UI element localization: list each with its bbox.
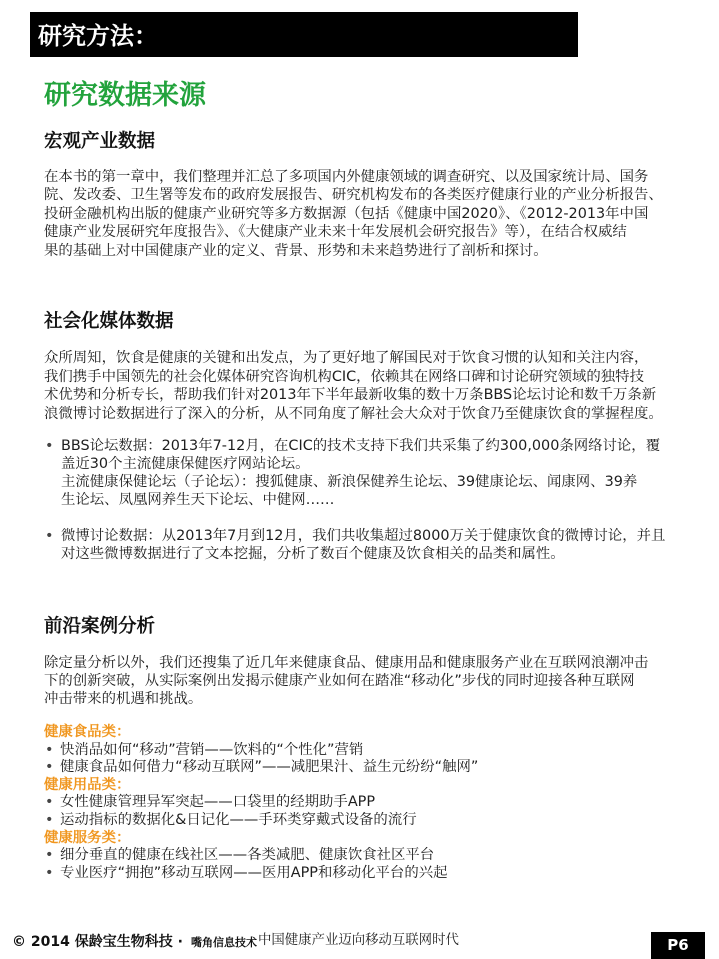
bullet-marker: • (45, 847, 54, 864)
case-item (44, 759, 478, 777)
bullet-marker: • (45, 794, 54, 811)
header-bar (30, 12, 578, 57)
case-item (44, 865, 478, 883)
paragraph-case-analysis (44, 654, 648, 708)
case-item-text: 健康食品如何借力“移动互联网”——减肥果汁、益生元纷纷“触网” (60, 759, 479, 776)
section-title: 研究数据来源 (44, 80, 206, 111)
category-label-health-products: 健康用品类： (44, 776, 131, 793)
footer (12, 932, 257, 952)
header-title: 研究方法： (38, 22, 158, 50)
page-number-badge (651, 932, 705, 959)
paragraph-social-media-data (44, 349, 663, 424)
bullet-bbs-forum-data (44, 437, 660, 509)
footer-partner: 嘴角信息技术 (191, 936, 257, 949)
paragraph-line: 果的基础上对中国健康产业的定义、背景、形势和未来趋势进行了剖析和探讨。 (44, 242, 548, 259)
case-item (44, 794, 478, 812)
case-item-text: 女性健康管理异军突起——口袋里的经期助手APP (60, 794, 376, 811)
bullet-marker: • (45, 759, 54, 776)
paragraph-line: 众所周知，饮食是健康的关键和出发点，为了更好地了解国民对于饮食习惯的认知和关注内容， (44, 350, 649, 366)
bullet-marker: • (45, 438, 54, 454)
paragraph-line: 在本书的第一章中，我们整理并汇总了多项国内外健康领域的调查研究、以及国家统计局、国务 (44, 169, 649, 185)
bullet-marker: • (45, 528, 54, 544)
bullet-line: 盖近30个主流健康保健医疗网站论坛。 (61, 456, 310, 472)
bullet-marker: • (45, 811, 54, 828)
heading-case-analysis: 前沿案例分析 (44, 616, 156, 637)
case-item-text: 快消品如何“移动”营销——饮料的“个性化”营销 (60, 741, 364, 758)
case-item-text: 专业医疗“拥抱”移动互联网——医用APP和移动化平台的兴起 (60, 864, 448, 881)
paragraph-line: 投研金融机构出版的健康产业研究等多方数据源（包括《健康中国2020》、《2012-2013年中国 (44, 205, 649, 222)
case-item (44, 847, 478, 865)
bullet-line: 生论坛、凤凰网养生天下论坛、中健网…… (61, 492, 335, 508)
paragraph-line: 术优势和分析专长，帮助我们针对2013年下半年最新收集的数十万条BBS论坛讨论和数千万条新 (44, 387, 657, 404)
category-label-health-services: 健康服务类： (44, 829, 131, 846)
bullet-marker: • (45, 864, 54, 881)
page-number: P6 (667, 936, 689, 954)
footer-publication-title: 中国健康产业迈向移动互联网时代 (258, 933, 459, 948)
heading-macro-industry-data: 宏观产业数据 (44, 131, 156, 152)
case-item-text: 运动指标的数据化&日记化——手环类穿戴式设备的流行 (60, 811, 417, 828)
heading-social-media-data: 社会化媒体数据 (44, 311, 174, 332)
bullet-line: BBS论坛数据：2013年7-12月，在CIC的技术支持下我们共采集了约300,000条网络讨论，覆 (61, 438, 661, 454)
bullet-line: 主流健康保健论坛（子论坛）：搜狐健康、新浪保健养生论坛、39健康论坛、闻康网、39养 (61, 474, 638, 490)
case-item (44, 812, 478, 830)
case-category-list (44, 724, 478, 882)
category-label-health-food: 健康食品类： (44, 724, 131, 740)
bullet-line: 微博讨论数据：从2013年7月到12月，我们共收集超过8000万关于健康饮食的微博讨论，并且 (61, 528, 666, 544)
paragraph-line: 院、发改委、卫生署等发布的政府发展报告、研究机构发布的各类医疗健康行业的产业分析报告、 (44, 187, 663, 204)
paragraph-line: 除定量分析以外，我们还搜集了近几年来健康食品、健康用品和健康服务产业在互联网浪潮冲击 (44, 655, 649, 671)
case-item (44, 742, 478, 760)
paragraph-macro-industry-data (44, 168, 663, 260)
case-item-text: 细分垂直的健康在线社区——各类减肥、健康饮食社区平台 (60, 847, 435, 864)
paragraph-line: 冲击带来的机遇和挑战。 (44, 691, 203, 707)
paragraph-line: 下的创新突破，从实际案例出发揭示健康产业如何在踏准“移动化”步伐的同时迎接各种互联网 (44, 673, 635, 689)
paragraph-line: 健康产业发展研究年度报告》、《大健康产业未来十年发展机会研究报告》等），在结合权威结 (44, 224, 627, 241)
paragraph-line: 浪微博讨论数据进行了深入的分析，从不同角度了解社会大众对于饮食乃至健康饮食的掌握程度。 (44, 406, 663, 423)
paragraph-line: 我们携手中国领先的社会化媒体研究咨询机构CIC，依赖其在网络口碑和讨论研究领域的独特技 (44, 368, 644, 385)
bullet-weibo-data (44, 527, 665, 563)
bullet-marker: • (45, 741, 54, 758)
bullet-line: 对这些微博数据进行了文本挖掘，分析了数百个健康及饮食相关的品类和属性。 (61, 546, 565, 562)
footer-copyright: © 2014 保龄宝生物科技 · (12, 934, 183, 950)
